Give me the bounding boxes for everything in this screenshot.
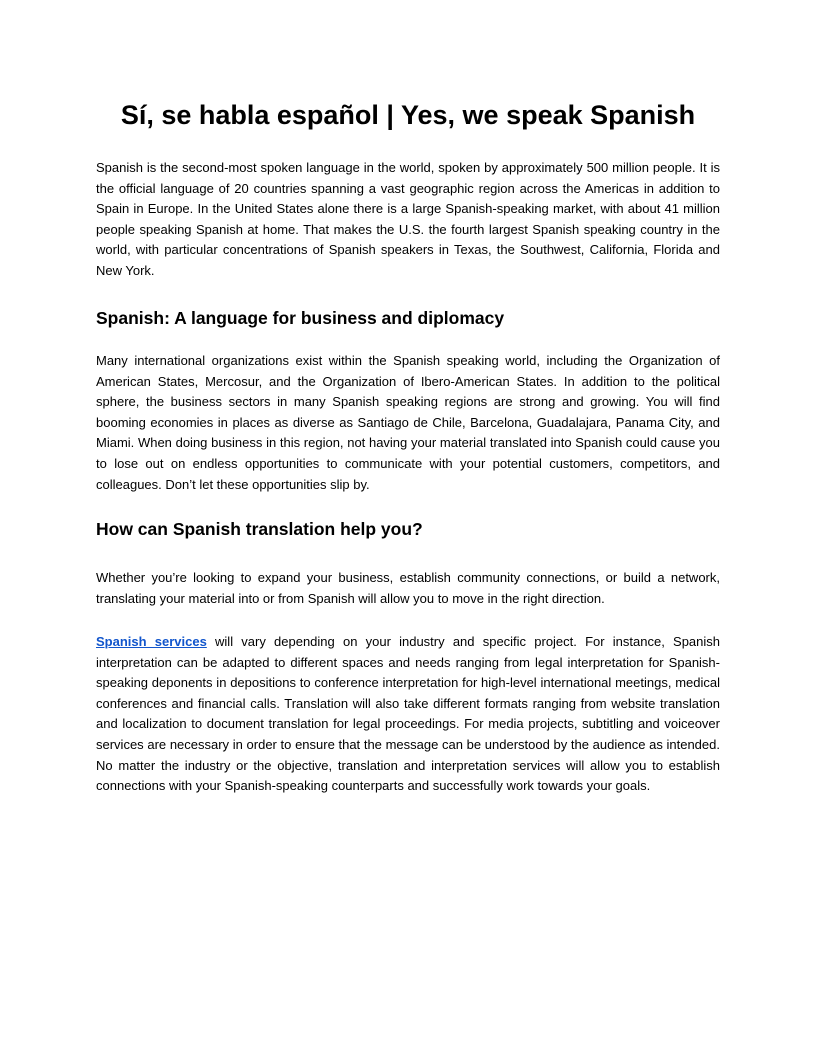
- translation-paragraph-1: Whether you’re looking to expand your business, establish community connections, or build a network, translating your material into or from Spanish will allow you to move in the right direction.: [96, 570, 720, 606]
- services-text: will vary depending on your industry and specific project. For instance, Spanish interpretation can be adapted to different spaces and needs ranging from legal interpretation for Spanish-speaking deponents in depositions to conference interpretation for high-level international meetings, medical conferences and financial calls. Translation will also take different formats ranging from website translation and localization to document translation for legal proceedings. For media projects, subtitling and voiceover services are necessary in order to ensure that the message can be understood by the audience as intended. No matter the industry or the objective, translation and interpretation services will allow you to establish connections with your Spanish-speaking counterparts and successfully work towards your goals.: [96, 634, 720, 794]
- page-title: Sí, se habla español | Yes, we speak Spanish: [120, 100, 696, 130]
- translation-paragraph-2: [96, 632, 720, 797]
- section-heading-business: Spanish: A language for business and diplomacy: [96, 308, 505, 328]
- business-paragraph: Many international organizations exist within the Spanish speaking world, including the Organization of American States, Mercosur, and the Organization of Ibero-American States. In addition to the political sphere, the business sectors in many Spanish speaking regions are strong and growing. You will find booming economies in places as diverse as Santiago de Chile, Barcelona, Guadalajara, Panama City, and Miami. When doing business in this region, not having your material translated into Spanish could cause you to lose out on endless opportunities to communicate with your potential customers, competitors, and colleagues. Don’t let these opportunities slip by.: [96, 353, 720, 492]
- spanish-services-link[interactable]: Spanish services: [96, 634, 207, 649]
- translation-body-1: [96, 568, 720, 609]
- business-section: [96, 306, 720, 330]
- section-heading-translation: How can Spanish translation help you?: [96, 519, 423, 539]
- intro-paragraph: Spanish is the second-most spoken language in the world, spoken by approximately 500 million people. It is the official language of 20 countries spanning a vast geographic region across the Americas in addition to Spain in Europe. In the United States alone there is a large Spanish-speaking market, with about 41 million people speaking Spanish at home. That makes the U.S. the fourth largest Spanish speaking country in the world, with particular concentrations of Spanish speakers in Texas, the Southwest, California, Florida and New York.: [96, 160, 720, 278]
- business-body: [96, 351, 720, 495]
- intro-section: [96, 158, 720, 282]
- translation-body-2: [96, 632, 720, 797]
- translation-section: [96, 517, 720, 541]
